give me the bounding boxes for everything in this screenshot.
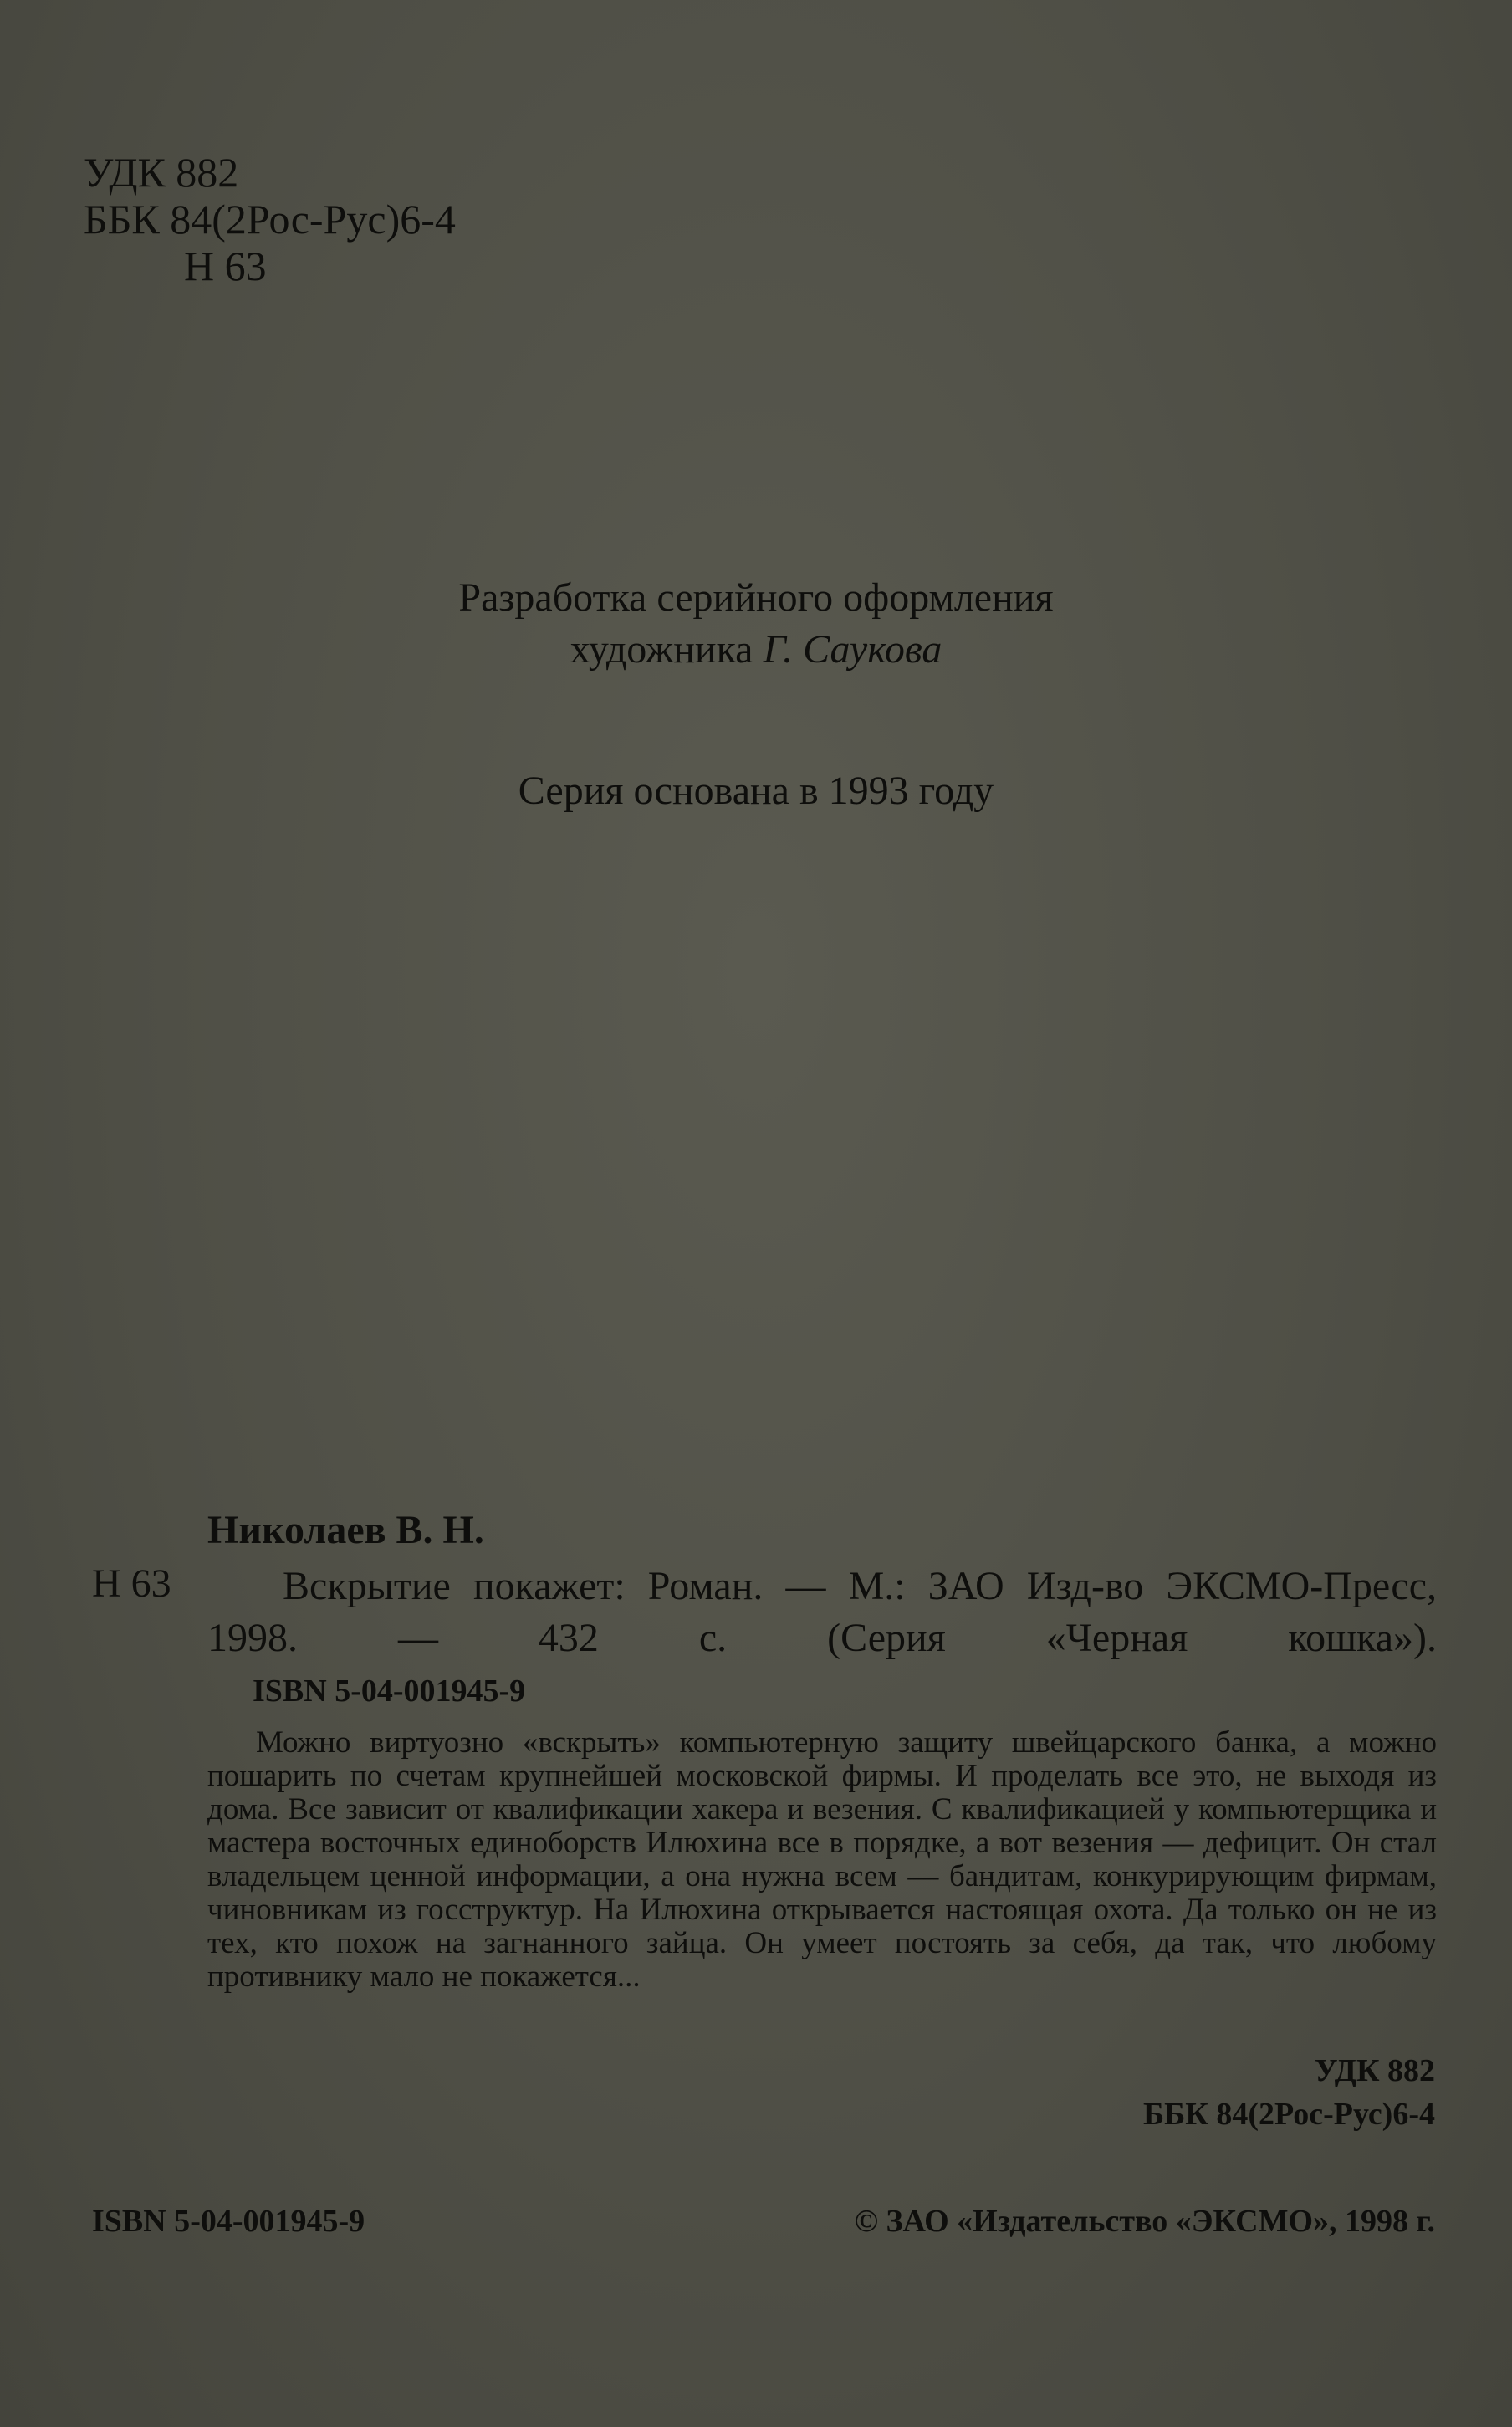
design-credit-prefix: художника	[570, 627, 753, 672]
show-through-lettering	[167, 276, 224, 498]
design-credit-line1: Разработка серийного оформления	[458, 575, 1054, 620]
bibliographic-description: Вскрытие покажет: Роман. — М.: ЗАО Изд-во ЭКСМО-Пресс, 1998. — 432 с. (Серия «Черная кошка»).	[207, 1564, 1437, 1660]
author-sign-code: Н 63	[184, 243, 267, 289]
udk-code: УДК 882	[84, 149, 239, 196]
design-credit	[0, 572, 1512, 676]
artist-name: Г. Саукова	[763, 627, 942, 672]
bibliographic-code: Н 63	[92, 1561, 171, 1606]
copyright: © ЗАО «Издательство «ЭКСМО», 1998 г.	[854, 2204, 1435, 2239]
series-founded: Серия основана в 1993 году	[518, 769, 994, 813]
udk-block-bottom	[1143, 2049, 1435, 2136]
bbk-code-bottom: ББК 84(2Рос-Рус)6-4	[1143, 2097, 1435, 2132]
udk-code-bottom: УДК 882	[1314, 2053, 1435, 2088]
bbk-code: ББК 84(2Рос-Рус)6-4	[84, 196, 456, 243]
isbn-bibliographic: ISBN 5-04-001945-9	[253, 1673, 526, 1709]
udk-block-top	[84, 149, 456, 289]
annotation: Можно виртуозно «вскрыть» компьютерную защиту швейцарского банка, а можно пошарить по счетам крупнейшей московской фирмы. И проделать все это, не выходя из дома. Все зависит от квалификации хакера и везения. С квалификацией у компьютерщика и мастера восточных единоборств Илюхина все в порядке, а вот везения — дефицит. Он стал владельцем ценной информации, а она нужна всем — бандитам, конкурирующим фирмам, чиновникам из госструктур. На Илюхина открывается настоящая охота. Да только он не из тех, кто похож на загнанного зайца. Он умеет постоять за себя, да так, что любому противнику мало не покажется...	[207, 1725, 1437, 1994]
isbn-footer: ISBN 5-04-001945-9	[92, 2204, 365, 2239]
author-name: Николаев В. Н.	[207, 1508, 484, 1552]
design-credit-line2	[0, 624, 1512, 676]
